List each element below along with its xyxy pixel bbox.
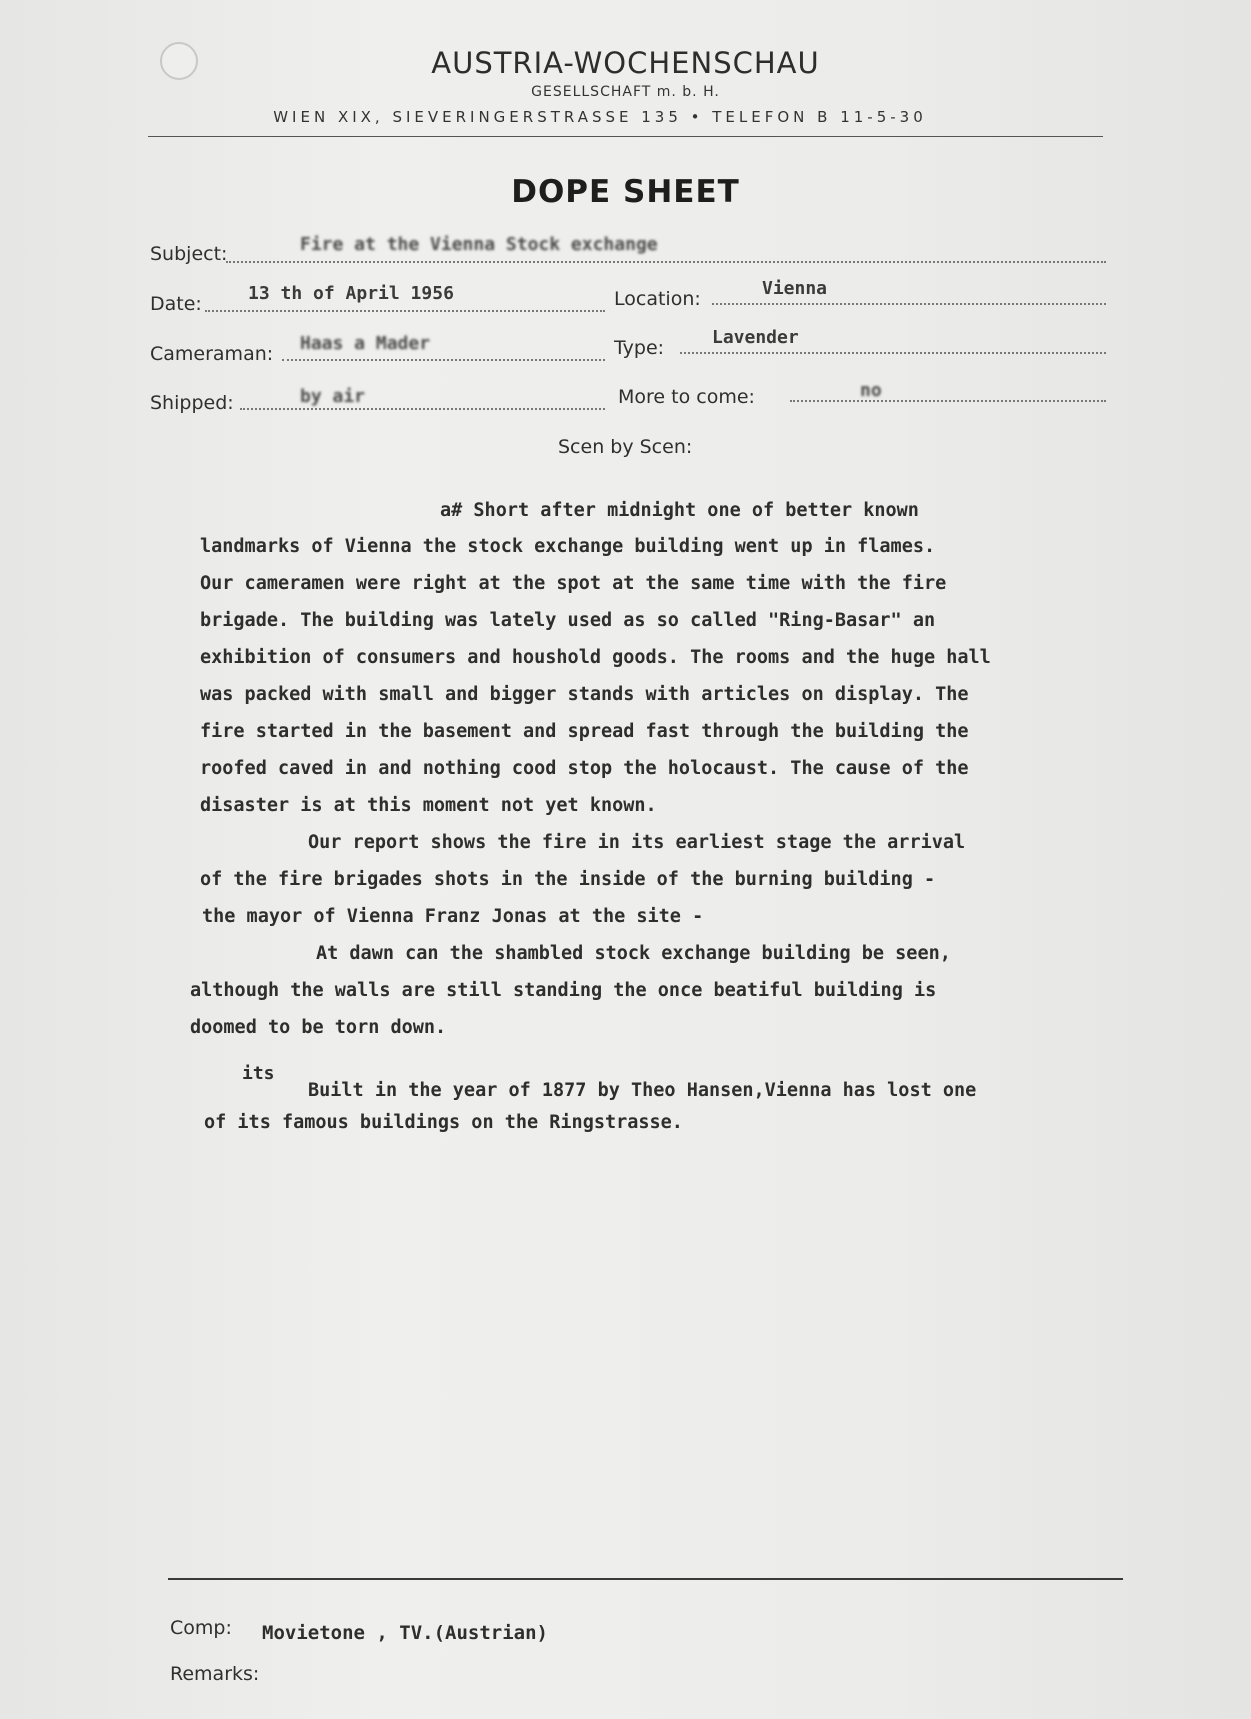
type-line (680, 352, 1106, 354)
company-name: AUSTRIA-WOCHENSCHAU (431, 46, 820, 80)
more-to-come-line (790, 400, 1106, 402)
location-value: Vienna (762, 278, 828, 299)
body-line: Our cameramen were right at the spot at the same time with the fire (200, 573, 947, 594)
more-to-come-label: More to come: (618, 386, 755, 408)
shipped-label: Shipped: (150, 392, 234, 414)
body-line: Our report shows the fire in its earliest stage the arrival (308, 832, 966, 853)
more-to-come-value: no (860, 380, 882, 401)
body-line: the mayor of Vienna Franz Jonas at the site - (202, 906, 704, 927)
remarks-label: Remarks: (170, 1663, 260, 1685)
location-label: Location: (614, 288, 701, 310)
comp-label: Comp: (170, 1617, 232, 1639)
body-line: landmarks of Vienna the stock exchange building went up in flames. (200, 536, 936, 557)
subject-label: Subject: (150, 243, 228, 265)
inserted-word: its (242, 1063, 275, 1084)
date-line (205, 310, 605, 312)
body-line: roofed caved in and nothing cood stop the holocaust. The cause of the (200, 758, 969, 779)
type-label: Type: (614, 337, 665, 359)
shipped-value: by air (300, 386, 366, 407)
body-line: was packed with small and bigger stands with articles on display. The (200, 684, 969, 705)
header-divider (148, 136, 1103, 137)
body-line: Built in the year of 1877 by Theo Hansen,Vienna has lost one (308, 1080, 977, 1101)
company-subline: GESELLSCHAFT m. b. H. (531, 84, 720, 100)
scene-by-scene-label: Scen by Scen: (558, 436, 693, 458)
body-line: doomed to be torn down. (190, 1017, 447, 1038)
body-line: disaster is at this moment not yet known. (200, 795, 657, 816)
cameraman-label: Cameraman: (150, 343, 274, 365)
body-line: fire started in the basement and spread fast through the building the (200, 721, 969, 742)
subject-line (226, 261, 1106, 263)
body-line: of the fire brigades shots in the inside of the burning building - (200, 869, 936, 890)
body-line: exhibition of consumers and houshold goods. The rooms and the huge hall (200, 647, 991, 668)
subject-value: Fire at the Vienna Stock exchange (300, 234, 658, 255)
location-line (712, 303, 1106, 305)
document-title: DOPE SHEET (511, 174, 740, 210)
body-line: a# Short after midnight one of better known (440, 500, 919, 521)
body-line: At dawn can the shambled stock exchange building be seen, (316, 943, 951, 964)
cameraman-value: Haas a Mader (300, 333, 431, 354)
shipped-line (240, 408, 605, 410)
type-value: Lavender (712, 327, 799, 348)
footer-divider (168, 1578, 1123, 1580)
body-line: brigade. The building was lately used as so called "Ring-Basar" an (200, 610, 936, 631)
date-value: 13 th of April 1956 (248, 283, 454, 304)
date-label: Date: (150, 293, 202, 315)
comp-value: Movietone , TV.(Austrian) (262, 1622, 548, 1644)
cameraman-line (282, 359, 605, 361)
body-line: of its famous buildings on the Ringstrasse. (204, 1112, 683, 1133)
body-line: although the walls are still standing the once beatiful building is (190, 980, 937, 1001)
company-address: WIEN XIX, SIEVERINGERSTRASSE 135 • TELEFON B 11-5-30 (273, 108, 927, 126)
